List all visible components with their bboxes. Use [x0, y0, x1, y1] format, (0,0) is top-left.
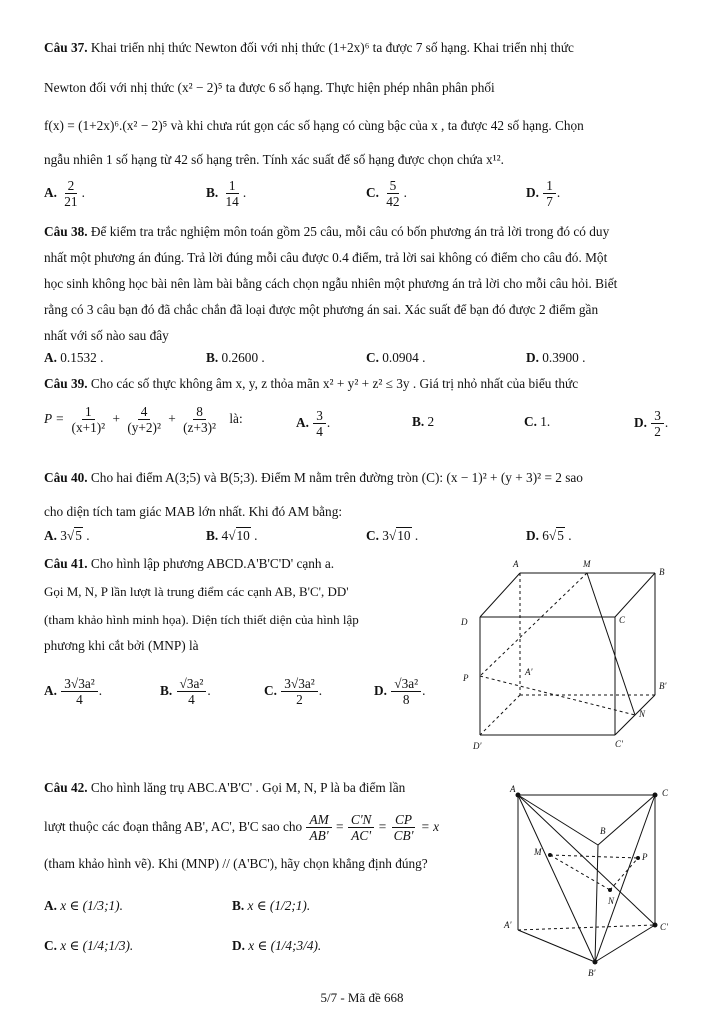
q40-answer-b[interactable]: B. 4√10 .	[206, 528, 258, 543]
prism-label-a: A	[510, 784, 516, 794]
q39-answer-c[interactable]: C. 1.	[524, 414, 551, 429]
q38-line-3: học sinh không học bài nên làm bài bằng cách chọn ngẫu nhiên một phương án trả lời cho mỗi câu hỏi. Biết	[44, 276, 618, 291]
prism-label-a1: A'	[504, 920, 512, 930]
q37-line-2: Newton đối với nhị thức (x² − 2)⁵ ta được 6 số hạng. Thực hiện phép nhân phân phối	[44, 80, 495, 95]
prism-label-m: M	[534, 847, 542, 857]
q39-answer-a[interactable]: A. $\frac{3}{4}$ .	[296, 408, 331, 440]
cube-label-m: M	[583, 559, 591, 569]
q38-answer-d[interactable]: D. 0.3900 .	[526, 350, 586, 365]
prism-label-b1: B'	[588, 968, 596, 978]
prism-point-c1	[653, 923, 658, 928]
cube-label-p: P	[463, 673, 469, 683]
q39-formula-row: P = $\frac{1}{\text{(x+1)²}}$ + $\frac{4}{\text{(y+2)²}}$ + $\frac{8}{\text{(z+3)²}}$ là:	[44, 404, 243, 436]
prism-point-b1	[593, 960, 598, 965]
q38-answer-b[interactable]: B. 0.2600 .	[206, 350, 265, 365]
cube-label-b1: B'	[659, 681, 667, 691]
prism-point-m	[548, 853, 552, 857]
cube-label-c: C	[619, 615, 626, 625]
q41-line-1: Câu 41. Cho hình lập phương ABCD.A'B'C'D' cạnh a.	[44, 556, 335, 571]
q37-answer-d[interactable]: D. $\frac{1}{7}$ .	[526, 178, 561, 210]
q40-answer-c[interactable]: C. 3√10 .	[366, 528, 419, 543]
prism-point-p	[636, 856, 640, 860]
cube-label-b: B	[659, 567, 665, 577]
q40-answer-d[interactable]: D. 6√5 .	[526, 528, 572, 543]
q41-answer-c[interactable]: C. $\frac{\text{3√3a²}}{2}$ .	[264, 676, 323, 708]
prism-figure	[500, 780, 690, 980]
q41-line-4: phương khi cắt bởi (MNP) là	[44, 638, 199, 653]
cube-label-c1: C'	[615, 739, 623, 749]
prism-label-c: C	[662, 788, 669, 798]
cube-label-d: D	[461, 617, 468, 627]
prism-label-n: N	[608, 896, 615, 906]
q41-answer-d[interactable]: D. $\frac{\text{√3a²}}{8}$ .	[374, 676, 426, 708]
q37-answer-c[interactable]: C. $\frac{5}{42}$ .	[366, 178, 407, 210]
q42-line-2: lượt thuộc các đoạn thẳng AB', AC', B'C sao cho $\frac{AM}{AB'}$ = $\frac{C'N}{AC'}$ = $\frac{CP}{CB'}$ = x	[44, 812, 439, 844]
q37-answer-b[interactable]: B. $\frac{1}{14}$ .	[206, 178, 247, 210]
q38-answer-c[interactable]: C. 0.0904 .	[366, 350, 426, 365]
prism-point-c	[653, 793, 658, 798]
prism-label-c1: C'	[660, 922, 668, 932]
cube-label-d1: D'	[473, 741, 482, 751]
q42-answer-c[interactable]: C. x ∈ (1/4;1/3).	[44, 938, 134, 953]
q42-line-3: (tham khảo hình vẽ). Khi (MNP) // (A'BC'), hãy chọn khẳng định đúng?	[44, 856, 428, 871]
q42-line-1: Câu 42. Cho hình lăng trụ ABC.A'B'C' . Gọi M, N, P là ba điểm lần	[44, 780, 406, 795]
q37-line-1: Câu 37. Khai triển nhị thức Newton đối với nhị thức (1+2x)⁶ ta được 7 số hạng. Khai triển nhị thức	[44, 40, 574, 55]
q38-line-4: rằng có 3 câu bạn đó đã chắc chắn đã loại được một phương án sai. Xác suất để bạn đó được 2 điểm gần	[44, 302, 599, 317]
q37-line-4: ngẫu nhiên 1 số hạng từ 42 số hạng trên. Tính xác suất để số hạng được chọn chứa x¹².	[44, 152, 504, 167]
q37-line-3: f(x) = (1+2x)⁶.(x² − 2)⁵ và khi chưa rút gọn các số hạng có cùng bậc của x , ta được 42 số hạng. Chọn	[44, 118, 584, 133]
prism-point-a	[516, 793, 521, 798]
q41-line-2: Gọi M, N, P lần lượt là trung điểm các cạnh AB, B'C', DD'	[44, 584, 349, 599]
cube-label-a: A	[513, 559, 519, 569]
q38-line-2: nhất một phương án đúng. Trả lời đúng mỗi câu được 0.4 điểm, trả lời sai không có điểm cho câu đó. Một	[44, 250, 608, 265]
q39-answer-b[interactable]: B. 2	[412, 414, 435, 429]
prism-point-n	[608, 888, 612, 892]
page-footer: 5/7 - Mã đề 668	[320, 990, 404, 1005]
q40-answer-a[interactable]: A. 3√5 .	[44, 528, 90, 543]
q41-answer-a[interactable]: A. $\frac{\text{3√3a²}}{4}$ .	[44, 676, 103, 708]
cube-figure	[455, 555, 680, 755]
q38-answer-a[interactable]: A. 0.1532 .	[44, 350, 104, 365]
q39-line-1: Câu 39. Cho các số thực không âm x, y, z thỏa mãn x² + y² + z² ≤ 3y . Giá trị nhỏ nhất của biểu thức	[44, 376, 579, 391]
q40-line-2: cho diện tích tam giác MAB lớn nhất. Khi đó AM bằng:	[44, 504, 343, 519]
q41-line-3: (tham khảo hình minh họa). Diện tích thiết diện của hình lập	[44, 612, 359, 627]
q39-answer-d[interactable]: D. $\frac{3}{2}$ .	[634, 408, 669, 440]
q41-answer-b[interactable]: B. $\frac{\text{√3a²}}{4}$ .	[160, 676, 211, 708]
q38-line-5: nhất với số nào sau đây	[44, 328, 169, 343]
cube-label-n: N	[639, 709, 646, 719]
q40-line-1: Câu 40. Cho hai điểm A(3;5) và B(5;3). Điểm M nằm trên đường tròn (C): (x − 1)² + (y + 3)² = 2 sao	[44, 470, 583, 485]
q42-answer-d[interactable]: D. x ∈ (1/4;3/4).	[232, 938, 322, 953]
prism-label-p: P	[642, 852, 648, 862]
q38-line-1: Câu 38. Để kiểm tra trắc nghiệm môn toán gồm 25 câu, mỗi câu có bốn phương án trả lời trong đó có duy	[44, 224, 610, 239]
q42-answer-a[interactable]: A. x ∈ (1/3;1).	[44, 898, 123, 913]
cube-label-a1: A'	[525, 667, 533, 677]
q42-answer-b[interactable]: B. x ∈ (1/2;1).	[232, 898, 311, 913]
q37-answer-a[interactable]: A. $\frac{2}{21}$ .	[44, 178, 85, 210]
prism-label-b: B	[600, 826, 606, 836]
